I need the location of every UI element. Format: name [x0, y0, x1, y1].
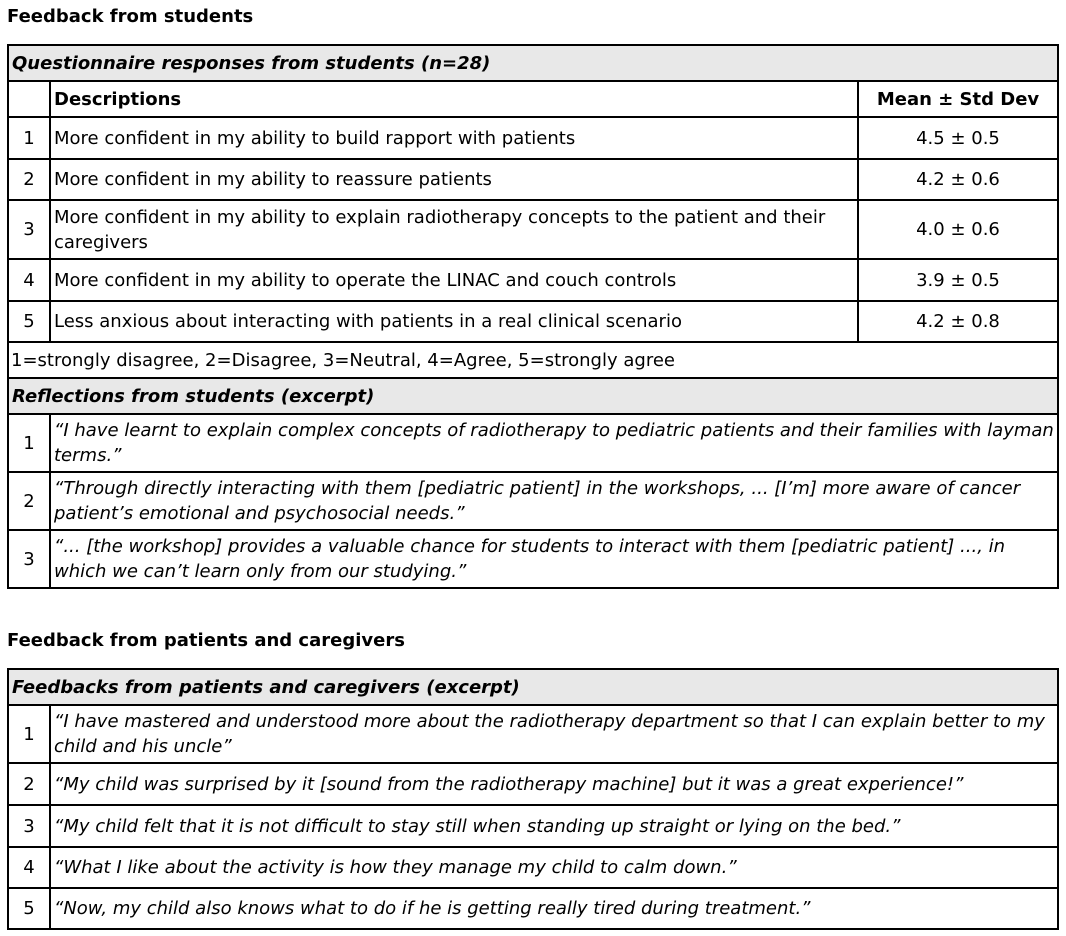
row-number: 3	[8, 805, 50, 847]
row-mean: 4.5 ± 0.5	[858, 117, 1058, 159]
header-mean-std: Mean ± Std Dev	[858, 81, 1058, 117]
table-row	[8, 530, 1058, 588]
row-number: 5	[8, 301, 50, 342]
row-description: More confident in my ability to explain radiotherapy concepts to the patient and their caregivers	[50, 200, 858, 259]
questionnaire-title: Questionnaire responses from students (n=28)	[8, 45, 1058, 81]
scale-note: 1=strongly disagree, 2=Disagree, 3=Neutral, 4=Agree, 5=strongly agree	[8, 342, 1058, 378]
students-feedback-table	[7, 44, 1059, 589]
row-number: 3	[8, 530, 50, 588]
row-number: 2	[8, 472, 50, 530]
row-number: 4	[8, 847, 50, 888]
reflection-quote: “Through directly interacting with them [pediatric patient] in the workshops, ... [I’m] more aware of cancer patient’s emotional and psychosocial needs.”	[50, 472, 1058, 530]
table-row	[8, 705, 1058, 763]
table-row	[8, 888, 1058, 929]
row-description: More confident in my ability to reassure patients	[50, 159, 858, 200]
table-row	[8, 414, 1058, 472]
reflection-quote: “... [the workshop] provides a valuable chance for students to interact with them [pediatric patient] ..., in which we can’t learn only from our studying.”	[50, 530, 1058, 588]
row-number: 1	[8, 117, 50, 159]
row-mean: 3.9 ± 0.5	[858, 259, 1058, 301]
table-row	[8, 847, 1058, 888]
table-row	[8, 159, 1058, 200]
row-number: 1	[8, 414, 50, 472]
table-row	[8, 301, 1058, 342]
row-description: More confident in my ability to operate the LINAC and couch controls	[50, 259, 858, 301]
row-number: 4	[8, 259, 50, 301]
patient-quote: “What I like about the activity is how they manage my child to calm down.”	[50, 847, 1058, 888]
reflections-title: Reflections from students (excerpt)	[8, 378, 1058, 414]
patients-feedback-table	[7, 668, 1059, 930]
patient-quote: “Now, my child also knows what to do if he is getting really tired during treatment.”	[50, 888, 1058, 929]
row-mean: 4.2 ± 0.6	[858, 159, 1058, 200]
patient-quote: “I have mastered and understood more about the radiotherapy department so that I can explain better to my child and his uncle”	[50, 705, 1058, 763]
table-row	[8, 805, 1058, 847]
reflection-quote: “I have learnt to explain complex concepts of radiotherapy to pediatric patients and their families with layman terms.”	[50, 414, 1058, 472]
patients-feedback-heading: Feedback from patients and caregivers	[7, 630, 405, 651]
row-number: 3	[8, 200, 50, 259]
row-description: More confident in my ability to build rapport with patients	[50, 117, 858, 159]
row-mean: 4.2 ± 0.8	[858, 301, 1058, 342]
row-number: 2	[8, 159, 50, 200]
row-number: 2	[8, 763, 50, 805]
row-description: Less anxious about interacting with patients in a real clinical scenario	[50, 301, 858, 342]
table-row	[8, 472, 1058, 530]
students-feedback-heading: Feedback from students	[7, 6, 254, 27]
table-row	[8, 200, 1058, 259]
header-descriptions: Descriptions	[50, 81, 858, 117]
row-mean: 4.0 ± 0.6	[858, 200, 1058, 259]
patient-quote: “My child was surprised by it [sound from the radiotherapy machine] but it was a great experience!”	[50, 763, 1058, 805]
table-row	[8, 259, 1058, 301]
table-row	[8, 117, 1058, 159]
patients-feedback-title: Feedbacks from patients and caregivers (excerpt)	[8, 669, 1058, 705]
row-number: 1	[8, 705, 50, 763]
header-num-cell	[8, 81, 50, 117]
table-row	[8, 763, 1058, 805]
patient-quote: “My child felt that it is not difficult to stay still when standing up straight or lying on the bed.”	[50, 805, 1058, 847]
row-number: 5	[8, 888, 50, 929]
